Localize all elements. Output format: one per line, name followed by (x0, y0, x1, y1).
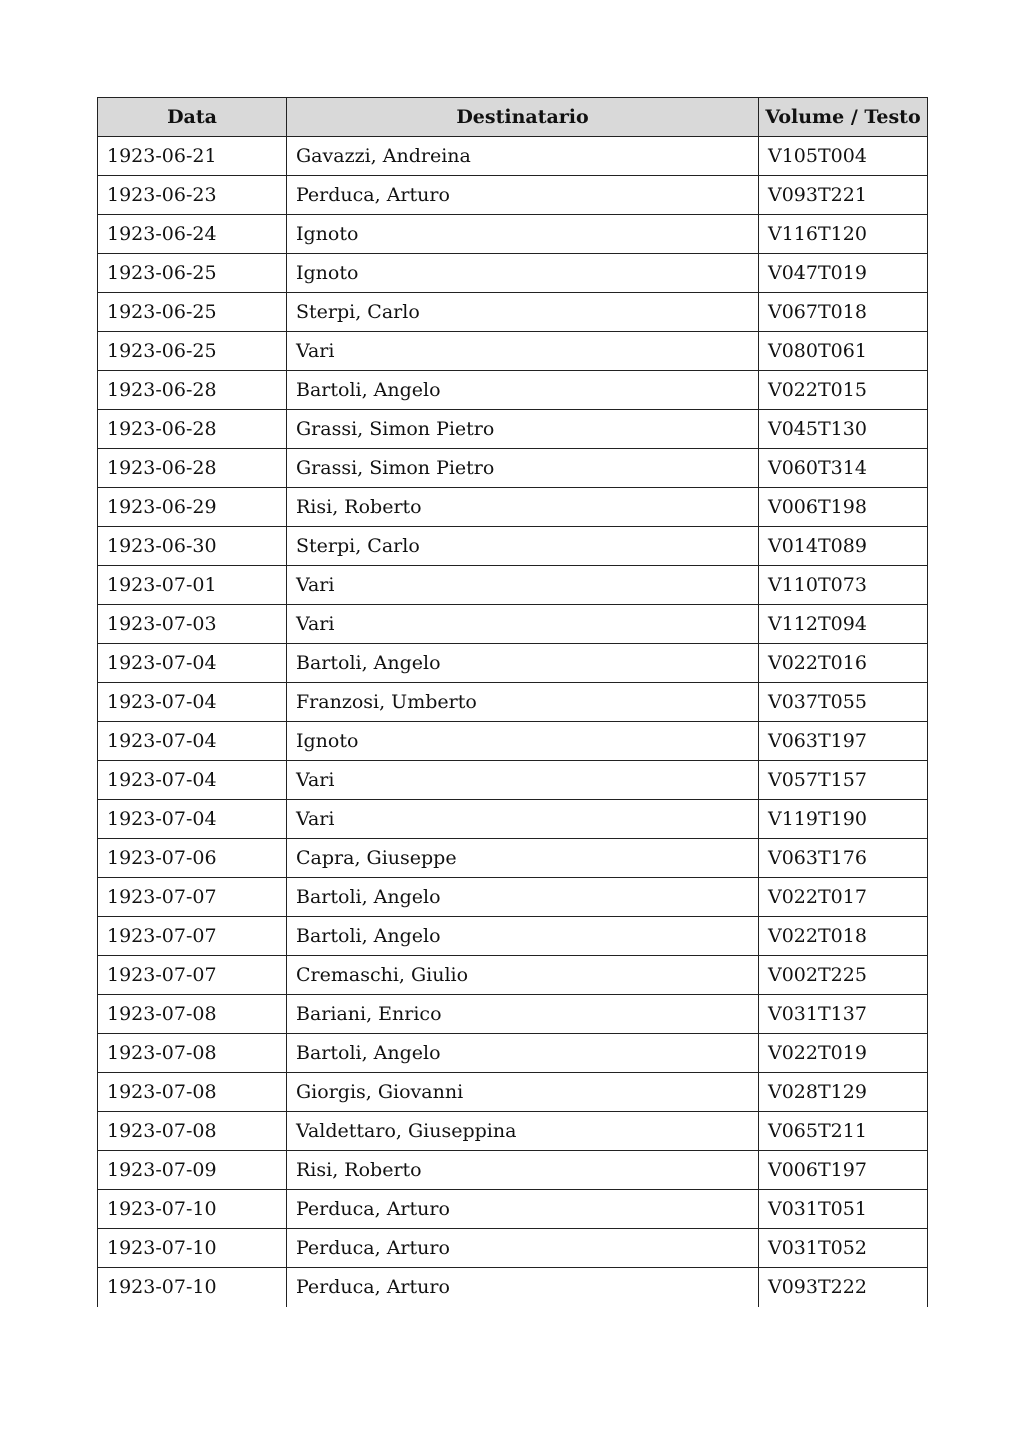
cell-data: 1923-06-25 (98, 332, 287, 371)
cell-volume: V119T190 (759, 800, 928, 839)
table-row (98, 488, 928, 527)
table-row (98, 839, 928, 878)
cell-data: 1923-07-04 (98, 644, 287, 683)
cell-data: 1923-07-10 (98, 1268, 287, 1307)
table-row (98, 644, 928, 683)
cell-destinatario: Bartoli, Angelo (287, 917, 759, 956)
cell-volume: V063T197 (759, 722, 928, 761)
cell-volume: V065T211 (759, 1112, 928, 1151)
cell-data: 1923-07-08 (98, 1073, 287, 1112)
table-row (98, 683, 928, 722)
cell-data: 1923-07-03 (98, 605, 287, 644)
cell-destinatario: Bariani, Enrico (287, 995, 759, 1034)
cell-data: 1923-06-25 (98, 254, 287, 293)
cell-destinatario: Ignoto (287, 215, 759, 254)
cell-data: 1923-07-07 (98, 917, 287, 956)
cell-destinatario: Perduca, Arturo (287, 1268, 759, 1307)
cell-volume: V047T019 (759, 254, 928, 293)
cell-data: 1923-06-30 (98, 527, 287, 566)
cell-data: 1923-06-23 (98, 176, 287, 215)
table-row (98, 1112, 928, 1151)
cell-data: 1923-07-08 (98, 1034, 287, 1073)
table-row (98, 449, 928, 488)
table-row (98, 254, 928, 293)
table-row (98, 527, 928, 566)
cell-volume: V031T137 (759, 995, 928, 1034)
cell-destinatario: Bartoli, Angelo (287, 644, 759, 683)
cell-volume: V022T019 (759, 1034, 928, 1073)
cell-volume: V112T094 (759, 605, 928, 644)
cell-volume: V006T198 (759, 488, 928, 527)
table-row (98, 605, 928, 644)
table-row (98, 1268, 928, 1307)
cell-destinatario: Capra, Giuseppe (287, 839, 759, 878)
cell-destinatario: Risi, Roberto (287, 1151, 759, 1190)
table-row (98, 293, 928, 332)
table-body (98, 137, 928, 1307)
cell-destinatario: Bartoli, Angelo (287, 878, 759, 917)
cell-volume: V022T017 (759, 878, 928, 917)
cell-volume: V022T016 (759, 644, 928, 683)
cell-destinatario: Perduca, Arturo (287, 1190, 759, 1229)
cell-destinatario: Franzosi, Umberto (287, 683, 759, 722)
table-row (98, 137, 928, 176)
table-row (98, 1190, 928, 1229)
cell-data: 1923-06-25 (98, 293, 287, 332)
cell-volume: V022T018 (759, 917, 928, 956)
cell-volume: V080T061 (759, 332, 928, 371)
cell-destinatario: Perduca, Arturo (287, 176, 759, 215)
cell-volume: V002T225 (759, 956, 928, 995)
cell-volume: V057T157 (759, 761, 928, 800)
table-row (98, 1151, 928, 1190)
column-header-data: Data (98, 98, 287, 137)
table-row (98, 761, 928, 800)
table-row (98, 995, 928, 1034)
cell-destinatario: Vari (287, 566, 759, 605)
cell-destinatario: Grassi, Simon Pietro (287, 410, 759, 449)
table-row (98, 410, 928, 449)
cell-volume: V116T120 (759, 215, 928, 254)
table-row (98, 722, 928, 761)
cell-data: 1923-07-08 (98, 995, 287, 1034)
table-row (98, 956, 928, 995)
cell-volume: V105T004 (759, 137, 928, 176)
cell-destinatario: Vari (287, 800, 759, 839)
column-header-volume: Volume / Testo (759, 98, 928, 137)
cell-volume: V093T222 (759, 1268, 928, 1307)
cell-volume: V067T018 (759, 293, 928, 332)
table-row (98, 878, 928, 917)
cell-data: 1923-06-29 (98, 488, 287, 527)
cell-data: 1923-07-10 (98, 1229, 287, 1268)
cell-data: 1923-07-04 (98, 761, 287, 800)
cell-data: 1923-06-28 (98, 449, 287, 488)
cell-data: 1923-07-04 (98, 722, 287, 761)
cell-destinatario: Ignoto (287, 722, 759, 761)
cell-destinatario: Valdettaro, Giuseppina (287, 1112, 759, 1151)
table-row (98, 1034, 928, 1073)
cell-data: 1923-06-28 (98, 371, 287, 410)
cell-volume: V006T197 (759, 1151, 928, 1190)
cell-volume: V063T176 (759, 839, 928, 878)
table-row (98, 371, 928, 410)
cell-data: 1923-06-21 (98, 137, 287, 176)
cell-volume: V093T221 (759, 176, 928, 215)
cell-volume: V031T051 (759, 1190, 928, 1229)
cell-destinatario: Ignoto (287, 254, 759, 293)
table-row (98, 1073, 928, 1112)
cell-volume: V014T089 (759, 527, 928, 566)
cell-volume: V045T130 (759, 410, 928, 449)
table-row (98, 215, 928, 254)
cell-data: 1923-07-07 (98, 878, 287, 917)
table-row (98, 176, 928, 215)
cell-destinatario: Grassi, Simon Pietro (287, 449, 759, 488)
cell-destinatario: Sterpi, Carlo (287, 293, 759, 332)
column-header-destinatario: Destinatario (287, 98, 759, 137)
cell-destinatario: Bartoli, Angelo (287, 1034, 759, 1073)
cell-data: 1923-07-07 (98, 956, 287, 995)
table-row (98, 1229, 928, 1268)
cell-data: 1923-07-04 (98, 683, 287, 722)
cell-volume: V110T073 (759, 566, 928, 605)
table-row (98, 332, 928, 371)
cell-data: 1923-07-04 (98, 800, 287, 839)
cell-destinatario: Vari (287, 332, 759, 371)
cell-data: 1923-07-01 (98, 566, 287, 605)
cell-data: 1923-07-10 (98, 1190, 287, 1229)
header-row (98, 98, 928, 137)
cell-data: 1923-07-09 (98, 1151, 287, 1190)
table-row (98, 800, 928, 839)
cell-volume: V022T015 (759, 371, 928, 410)
cell-destinatario: Gavazzi, Andreina (287, 137, 759, 176)
table-header (98, 98, 928, 137)
cell-destinatario: Sterpi, Carlo (287, 527, 759, 566)
cell-data: 1923-06-28 (98, 410, 287, 449)
cell-data: 1923-07-06 (98, 839, 287, 878)
cell-destinatario: Vari (287, 761, 759, 800)
cell-volume: V060T314 (759, 449, 928, 488)
table-row (98, 566, 928, 605)
cell-destinatario: Risi, Roberto (287, 488, 759, 527)
cell-destinatario: Cremaschi, Giulio (287, 956, 759, 995)
cell-destinatario: Vari (287, 605, 759, 644)
cell-volume: V031T052 (759, 1229, 928, 1268)
cell-data: 1923-07-08 (98, 1112, 287, 1151)
cell-destinatario: Giorgis, Giovanni (287, 1073, 759, 1112)
cell-volume: V037T055 (759, 683, 928, 722)
cell-destinatario: Perduca, Arturo (287, 1229, 759, 1268)
letters-table (97, 97, 928, 1307)
cell-volume: V028T129 (759, 1073, 928, 1112)
cell-data: 1923-06-24 (98, 215, 287, 254)
cell-destinatario: Bartoli, Angelo (287, 371, 759, 410)
table-row (98, 917, 928, 956)
